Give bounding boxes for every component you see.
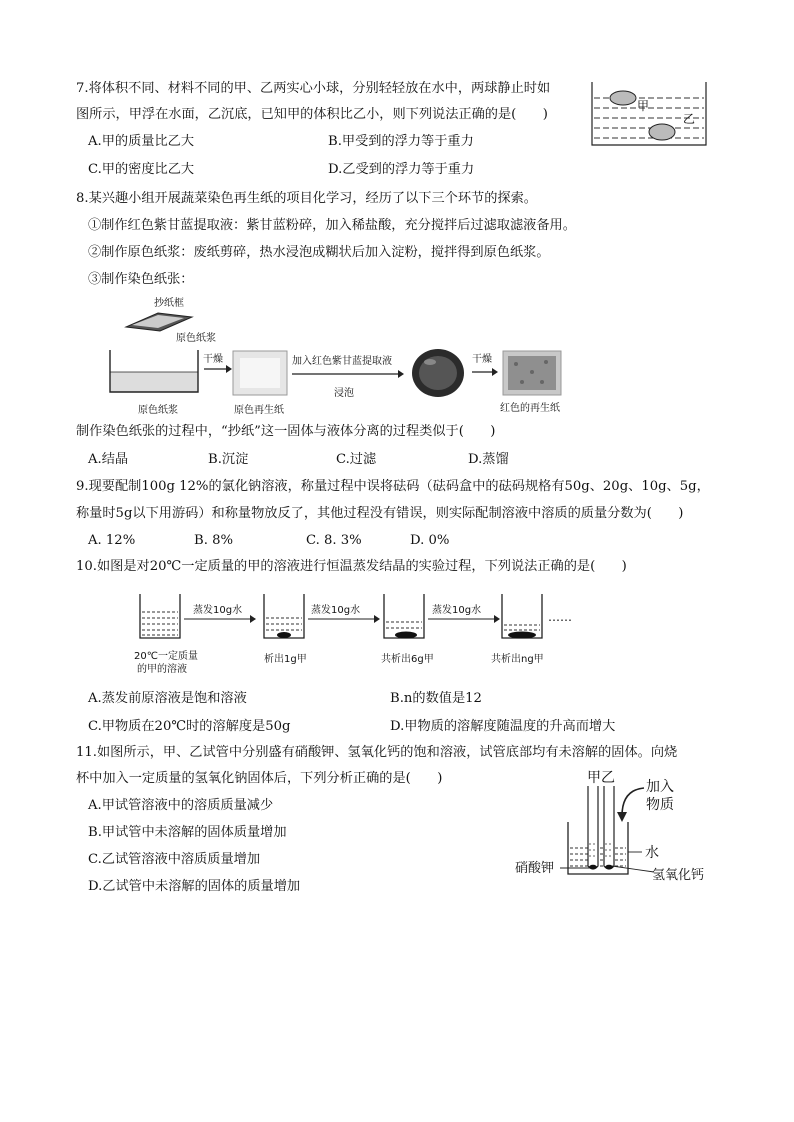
q7-stem-line2: 图所示，甲浮在水面，乙沉底，已知甲的体积比乙小，则下列说法正确的是( )	[76, 107, 548, 122]
q10-beaker2-label: 析出1g甲	[264, 654, 307, 665]
q8-option-c: C.过滤	[336, 452, 377, 467]
q8-question: 制作染色纸张的过程中，“抄纸”这一固体与液体分离的过程类似于( )	[76, 424, 496, 439]
q8-fig-dry1-label: 干燥	[203, 354, 223, 365]
q7-stem-line1: 7.将体积不同、材料不同的甲、乙两实心小球，分别轻轻放在水中，两球静止时如	[76, 81, 551, 96]
q7-option-c: C.甲的密度比乙大	[88, 162, 195, 177]
q8-option-d: D.蒸馏	[468, 452, 509, 467]
q11-option-b: B.甲试管中未溶解的固体质量增加	[88, 825, 287, 840]
q8-soaking-dish	[410, 348, 466, 398]
q8-stem: 8.某兴趣小组开展蔬菜染色再生纸的项目化学习，经历了以下三个环节的探索。	[76, 191, 537, 206]
q11-stem-line1: 11.如图所示，甲、乙试管中分别盛有硝酸钾、氢氧化钙的饱和溶液，试管底部均有未溶解的固体。向烧	[76, 745, 678, 760]
q11-fig-water-label: 水	[645, 845, 659, 861]
q9-option-b: B. 8%	[194, 533, 233, 548]
q10-beaker3-label: 共析出6g甲	[381, 654, 434, 665]
q10-stem: 10.如图是对20℃一定质量的甲的溶液进行恒温蒸发结晶的实验过程，下列说法正确的是( )	[76, 559, 627, 574]
q8-arrow-dry2	[472, 367, 498, 377]
q10-option-d: D.甲物质的溶解度随温度的升高而增大	[390, 719, 616, 734]
q10-beaker4-label: 共析出ng甲	[491, 654, 544, 665]
q7-option-a: A.甲的质量比乙大	[88, 134, 195, 149]
q8-step2: ②制作原色纸浆：废纸剪碎，热水浸泡成糊状后加入淀粉，搅拌得到原色纸浆。	[88, 245, 550, 260]
q11-option-c: C.乙试管溶液中溶质质量增加	[88, 852, 261, 867]
q7-option-b: B.甲受到的浮力等于重力	[328, 134, 474, 149]
q10-beaker-1	[138, 592, 184, 642]
q10-beaker-4	[500, 592, 546, 642]
q8-fig-red-label: 红色的再生纸	[500, 403, 560, 414]
q7-fig-label-jia: 甲	[637, 99, 650, 113]
q11-fig-add-label-2: 物质	[646, 797, 674, 813]
q10-beaker-2	[262, 592, 308, 642]
q8-fig-paper-label: 原色再生纸	[234, 405, 284, 416]
q9-option-a: A. 12%	[88, 533, 136, 548]
q8-fig-add-label: 加入红色紫甘蓝提取液	[292, 356, 392, 367]
q10-option-a: A.蒸发前原溶液是饱和溶液	[88, 691, 247, 706]
q11-stem-line2: 杯中加入一定质量的氢氧化钠固体后，下列分析正确的是( )	[76, 771, 443, 786]
q11-fig-caoh2-label: 氢氧化钙	[652, 868, 705, 883]
q10-evap1-label: 蒸发10g水	[193, 605, 243, 616]
q9-option-c: C. 8. 3%	[306, 533, 362, 548]
q10-option-c: C.甲物质在20℃时的溶解度是50g	[88, 719, 291, 734]
q8-step1: ①制作红色紫甘蓝提取液：紫甘蓝粉碎，加入稀盐酸，充分搅拌后过滤取滤液备用。	[88, 218, 576, 233]
q10-evap3-label: 蒸发10g水	[432, 605, 482, 616]
q8-arrow-dry1	[204, 364, 232, 374]
q10-beaker1-label-line1: 20℃一定质量	[134, 651, 198, 662]
q8-pulp-tank	[108, 348, 202, 396]
q8-option-b: B.沉淀	[208, 452, 249, 467]
q11-fig-add-label-1: 加入	[646, 779, 674, 795]
q8-step3: ③制作染色纸张：	[88, 272, 194, 287]
q8-option-a: A.结晶	[88, 452, 129, 467]
q8-fig-pulp-in-label: 原色纸浆	[176, 333, 216, 344]
q7-fig-label-yi: 乙	[683, 112, 696, 126]
q11-fig-jia-yi-label: 甲乙	[587, 770, 615, 786]
q8-fig-frame-label: 抄纸框	[154, 298, 184, 309]
q11-option-d: D.乙试管中未溶解的固体的质量增加	[88, 879, 301, 894]
q10-evap2-label: 蒸发10g水	[311, 605, 361, 616]
q8-fig-pulp-label: 原色纸浆	[138, 405, 178, 416]
q11-option-a: A.甲试管溶液中的溶质质量减少	[88, 798, 274, 813]
q8-plain-paper	[232, 350, 288, 396]
q8-arrow-soak	[292, 369, 404, 379]
q8-red-paper	[502, 350, 562, 396]
q10-option-b: B.n的数值是12	[390, 691, 482, 706]
q9-stem-line2: 称量时5g以下用游码）和称量物放反了，其他过程没有错误，则实际配制溶液中溶质的质量分数为( )	[76, 506, 684, 521]
q11-fig-kno3-label: 硝酸钾	[515, 861, 555, 876]
q9-stem-line1: 9.现要配制100g 12%的氯化钠溶液，称量过程中误将砝码（砝码盒中的砝码规格有50g、20g、10g、5g，	[76, 479, 710, 494]
q10-beaker-3	[382, 592, 428, 642]
q8-fig-dry2-label: 干燥	[472, 354, 492, 365]
q10-ellipsis: ……	[548, 610, 572, 624]
q7-option-d: D.乙受到的浮力等于重力	[328, 162, 475, 177]
q9-option-d: D. 0%	[410, 533, 450, 548]
q11-beaker-test-tubes	[562, 782, 642, 880]
q8-fig-soak-label: 浸泡	[334, 388, 354, 399]
q10-beaker1-label-line2: 的甲的溶液	[137, 664, 187, 675]
